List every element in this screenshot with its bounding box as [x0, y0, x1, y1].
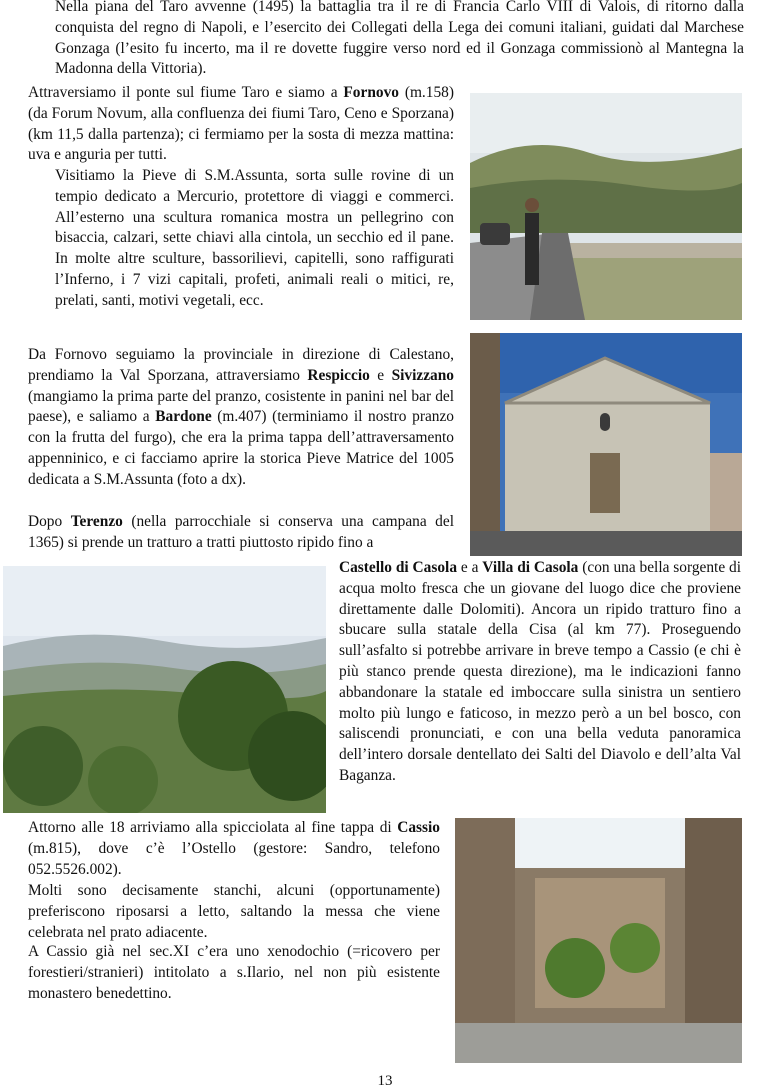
photo-pieve-church: [470, 333, 742, 556]
cassio-arrival-paragraph: Attorno alle 18 arriviamo alla spicciolata al fine tappa di Cassio (m.815), dove c’è l’Ostello (gestore: Sandro, telefono 052.5526.002).: [28, 819, 440, 878]
place-villa-di-casola: Villa di Casola: [482, 559, 579, 576]
fornovo-paragraph: Attraversiamo il ponte sul fiume Taro e siamo a Fornovo (m.158) (da Forum Novum, alla confluenza dei fiumi Taro, Ceno e Sporzana) (km 11,5 dalla partenza); ci fermiamo per la sosta di mezza mattina: uva e anguria per tutti.: [28, 84, 454, 164]
casola-paragraph: Castello di Casola e a Villa di Casola (con una bella sorgente di acqua molto fresca che un giovane del luogo dice che proviene direttamente dalle Dolomiti). Ancora un ripido tratturo fino a sbucare sulla statale della Cisa (al km 77). Proseguendo sull’asfalto si potrebbe arrivare in breve tempo a Cassio (e chi è più stanco prende questa direzione), ma le indicazioni fanno abbandonare la statale ed imboccare sulla sinistra un sentiero molto più lungo e faticoso, in mezzo però a un bel bosco, con saliscendi pronunciati, e con una bella veduta panoramica dell’intero dorsale dentellato dei Salti del Diavolo e dell’alta Val Baganza.: [339, 559, 741, 784]
xenodochio-paragraph: A Cassio già nel sec.XI c’era uno xenodochio (=ricovero per forestieri/stranieri) intitolato a s.Ilario, nel non più esistente monastero benedettino.: [28, 943, 440, 1002]
rest-paragraph: Molti sono decisamente stanchi, alcuni (opportunamente) preferiscono riposarsi a letto, saltando la messa che viene celebrata nel prato adiacente.: [28, 882, 440, 941]
photo-pilgrim-on-bridge: [470, 93, 742, 320]
terenzo-paragraph: Dopo Terenzo (nella parrocchiale si conserva una campana del 1365) si prende un tratturo a tratti piuttosto ripido fino a: [28, 513, 454, 551]
page-number: 13: [377, 1073, 393, 1089]
photo-cassio-village: [455, 818, 742, 1063]
photo-valley-landscape: [3, 566, 326, 813]
place-terenzo: Terenzo: [70, 513, 123, 530]
intro-paragraph: Nella piana del Taro avvenne (1495) la battaglia tra il re di Francia Carlo VIII di Valois, di ritorno dalla conquista del regno di Napoli, e l’esercito dei Collegati della Lega dei comuni italiani, guidati dal Marchese Gonzaga (l’esito fu incerto, ma il re dovette fuggire verso nord ed il Gonzaga commissionò al Mantegna la Madonna della Vittoria).: [55, 0, 744, 78]
place-castello-di-casola: Castello di Casola: [339, 559, 458, 576]
pieve-paragraph: Visitiamo la Pieve di S.M.Assunta, sorta sulle rovine di un tempio dedicato a Mercurio, protettore di viaggi e commerci. All’esterno una scultura romanica mostra un pellegrino con bisaccia, calzari, sette chiavi alla cintola, un secchio ed il pane. In molte altre sculture, bassorilievi, capitelli, sono raffigurati l’Inferno, i 7 vizi capitali, profeti, animali reali o mitici, re, prelati, santi, motivi vegetali, ecc.: [55, 167, 454, 309]
bardone-paragraph: Da Fornovo seguiamo la provinciale in direzione di Calestano, prendiamo la Val Sporzana, attraversiamo Respiccio e Sivizzano (mangiamo la prima parte del pranzo, cosistente in panini nel bar del paese), e saliamo a Bardone (m.407) (terminiamo il nostro pranzo con la frutta del furgo), che era la prima tappa dell’attraversamento appenninico, e ci facciamo aprire la storica Pieve Matrice del 1005 dedicata a S.M.Assunta (foto a dx).: [28, 346, 454, 488]
place-bardone: Bardone: [155, 408, 212, 426]
place-fornovo: Fornovo: [343, 84, 399, 101]
place-sivizzano: Sivizzano: [391, 366, 454, 384]
place-respiccio: Respiccio: [307, 366, 370, 384]
place-cassio: Cassio: [397, 819, 440, 836]
